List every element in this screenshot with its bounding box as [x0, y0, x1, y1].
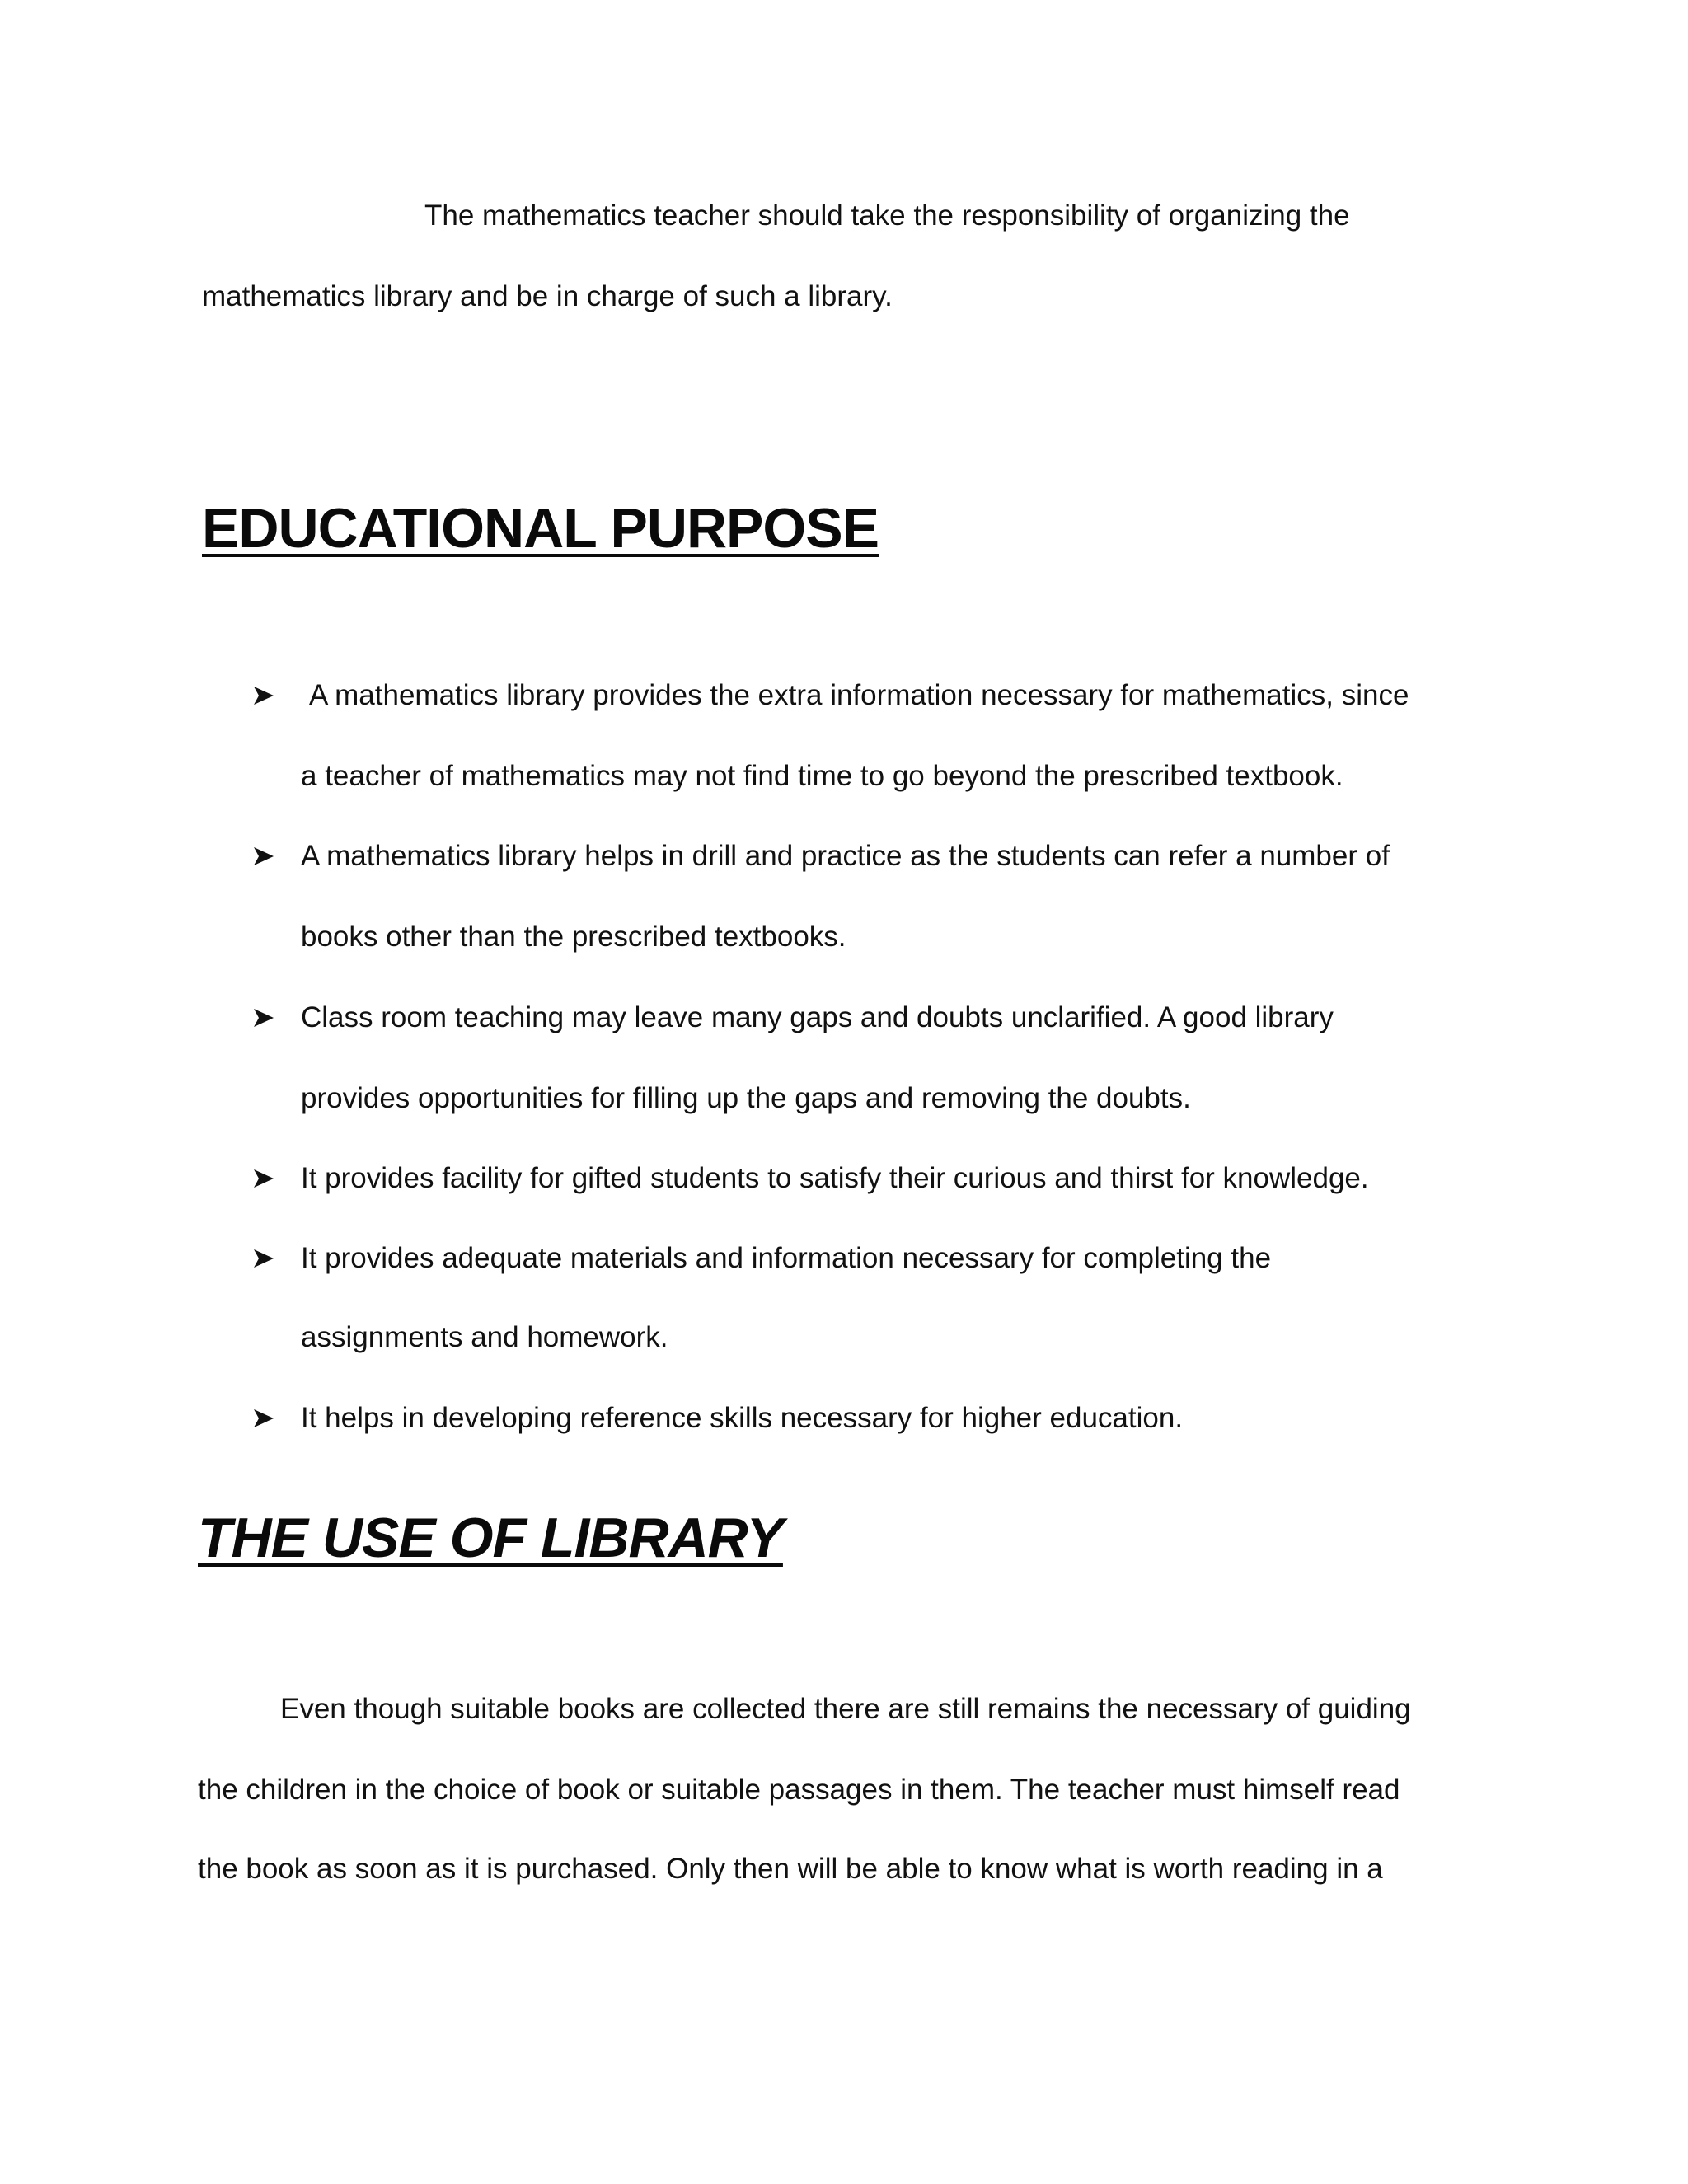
use-paragraph-line-3: the book as soon as it is purchased. Only then will be able to know what is worth reading in a — [198, 1853, 1383, 1885]
arrow-bullet-icon — [251, 1246, 276, 1271]
bullet-1-line-1: A mathematics library provides the extra information necessary for mathematics, since — [309, 679, 1409, 711]
heading-use-of-library: THE USE OF LIBRARY — [198, 1507, 783, 1569]
arrow-bullet-icon — [251, 1005, 276, 1030]
bullet-5-line-2: assignments and homework. — [301, 1321, 668, 1353]
arrow-bullet-icon — [251, 683, 276, 708]
intro-line-2: mathematics library and be in charge of such a library. — [202, 280, 893, 312]
arrow-bullet-icon — [251, 1406, 276, 1431]
heading-educational-purpose: EDUCATIONAL PURPOSE — [202, 497, 879, 560]
bullet-2-line-1: A mathematics library helps in drill and practice as the students can refer a number of — [301, 840, 1390, 872]
bullet-3-line-2: provides opportunities for filling up the gaps and removing the doubts. — [301, 1082, 1191, 1114]
bullet-1-line-2: a teacher of mathematics may not find time to go beyond the prescribed textbook. — [301, 760, 1343, 792]
bullet-2-line-2: books other than the prescribed textbooks. — [301, 921, 846, 953]
use-paragraph-line-2: the children in the choice of book or suitable passages in them. The teacher must himself read — [198, 1774, 1400, 1806]
bullet-5-line-1: It provides adequate materials and information necessary for completing the — [301, 1242, 1272, 1274]
use-paragraph-line-1: Even though suitable books are collected there are still remains the necessary of guiding — [280, 1693, 1411, 1725]
bullet-6-line-1: It helps in developing reference skills necessary for higher education. — [301, 1402, 1184, 1434]
arrow-bullet-icon — [251, 844, 276, 869]
intro-line-1: The mathematics teacher should take the responsibility of organizing the — [424, 199, 1350, 232]
arrow-bullet-icon — [251, 1166, 276, 1191]
bullet-4-line-1: It provides facility for gifted students to satisfy their curious and thirst for knowledge. — [301, 1162, 1369, 1194]
bullet-3-line-1: Class room teaching may leave many gaps and doubts unclarified. A good library — [301, 1001, 1334, 1033]
